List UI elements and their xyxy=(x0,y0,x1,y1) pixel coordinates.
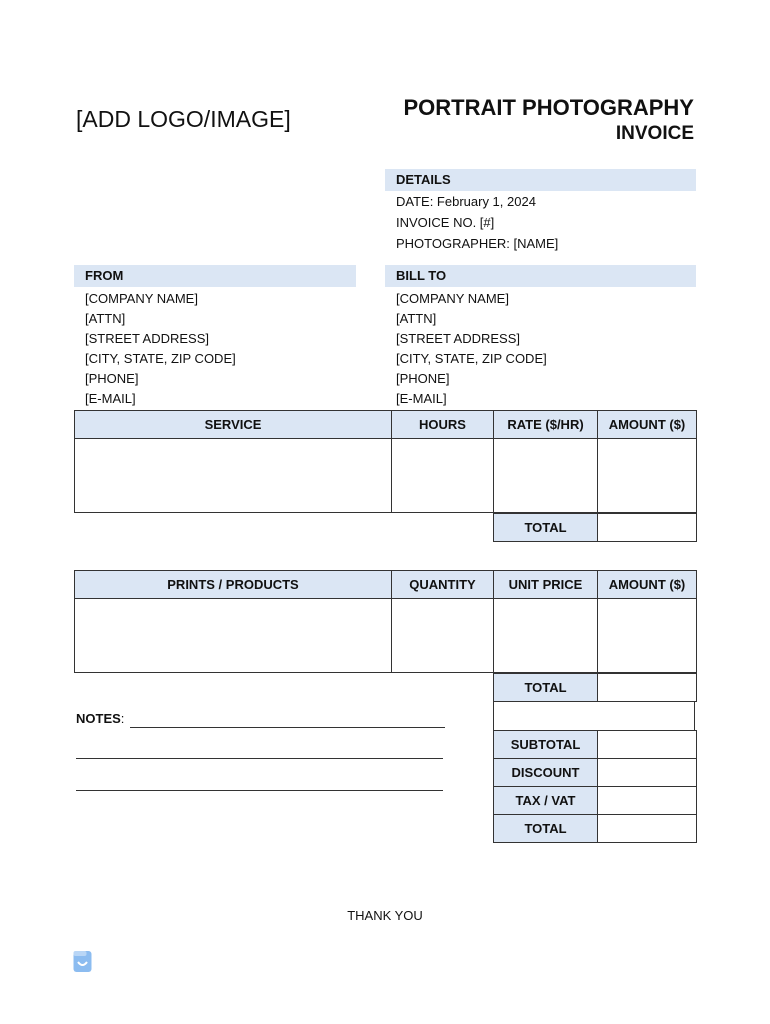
invoice-subtitle: INVOICE xyxy=(615,123,694,144)
details-heading: DETAILS xyxy=(385,169,696,191)
summary-table xyxy=(493,730,697,843)
discount-value[interactable] xyxy=(598,759,697,787)
notes-label xyxy=(76,711,124,726)
amount-cell[interactable] xyxy=(598,439,697,513)
products-total-row xyxy=(493,673,697,702)
notes-line-2[interactable] xyxy=(76,758,443,759)
notes-line-1[interactable] xyxy=(130,727,445,728)
service-total-label: TOTAL xyxy=(494,514,598,542)
subtotal-label: SUBTOTAL xyxy=(494,731,598,759)
service-total-row xyxy=(493,513,697,542)
rate-cell[interactable] xyxy=(494,439,598,513)
products-table xyxy=(74,570,697,673)
service-table xyxy=(74,410,697,513)
tax-value[interactable] xyxy=(598,787,697,815)
products-header: PRINTS / PRODUCTS xyxy=(75,571,392,599)
products-total-label: TOTAL xyxy=(494,674,598,702)
product-amount-header: AMOUNT ($) xyxy=(598,571,697,599)
bill-to-city: [CITY, STATE, ZIP CODE] xyxy=(396,351,547,366)
invoice-date: DATE: February 1, 2024 xyxy=(396,194,536,209)
from-heading: FROM xyxy=(74,265,356,287)
service-header: SERVICE xyxy=(75,411,392,439)
quantity-header: QUANTITY xyxy=(392,571,494,599)
products-total-value[interactable] xyxy=(598,674,697,702)
thank-you-text: THANK YOU xyxy=(347,908,423,923)
hours-cell[interactable] xyxy=(392,439,494,513)
quantity-cell[interactable] xyxy=(392,599,494,673)
service-total-value[interactable] xyxy=(598,514,697,542)
logo-placeholder: [ADD LOGO/IMAGE] xyxy=(76,106,291,132)
product-amount-cell[interactable] xyxy=(598,599,697,673)
bill-to-company: [COMPANY NAME] xyxy=(396,291,509,306)
bill-to-street: [STREET ADDRESS] xyxy=(396,331,521,346)
invoice-number: INVOICE NO. [#] xyxy=(396,215,495,230)
summary-spacer xyxy=(493,702,695,730)
bill-to-email: [E-MAIL] xyxy=(396,391,447,406)
product-cell[interactable] xyxy=(75,599,392,673)
bill-to-phone: [PHONE] xyxy=(396,371,450,386)
from-company: [COMPANY NAME] xyxy=(85,291,198,306)
from-phone: [PHONE] xyxy=(85,371,139,386)
notes-label-text: NOTES xyxy=(76,711,121,726)
from-attn: [ATTN] xyxy=(85,311,126,326)
discount-label: DISCOUNT xyxy=(494,759,598,787)
notes-line-3[interactable] xyxy=(76,790,443,791)
unit-price-cell[interactable] xyxy=(494,599,598,673)
invoice-title: PORTRAIT PHOTOGRAPHY xyxy=(403,95,694,120)
hours-header: HOURS xyxy=(392,411,494,439)
from-city: [CITY, STATE, ZIP CODE] xyxy=(85,351,236,366)
from-email: [E-MAIL] xyxy=(85,391,136,406)
grand-total-value[interactable] xyxy=(598,815,697,843)
amount-header: AMOUNT ($) xyxy=(598,411,697,439)
grand-total-label: TOTAL xyxy=(494,815,598,843)
service-cell[interactable] xyxy=(75,439,392,513)
bill-to-heading: BILL TO xyxy=(385,265,696,287)
tax-label: TAX / VAT xyxy=(494,787,598,815)
unit-price-header: UNIT PRICE xyxy=(494,571,598,599)
photographer-name: PHOTOGRAPHER: [NAME] xyxy=(396,236,559,251)
brand-logo-icon xyxy=(73,950,92,973)
from-street: [STREET ADDRESS] xyxy=(85,331,210,346)
subtotal-value[interactable] xyxy=(598,731,697,759)
rate-header: RATE ($/HR) xyxy=(494,411,598,439)
bill-to-attn: [ATTN] xyxy=(396,311,437,326)
notes-colon: : xyxy=(120,711,125,726)
